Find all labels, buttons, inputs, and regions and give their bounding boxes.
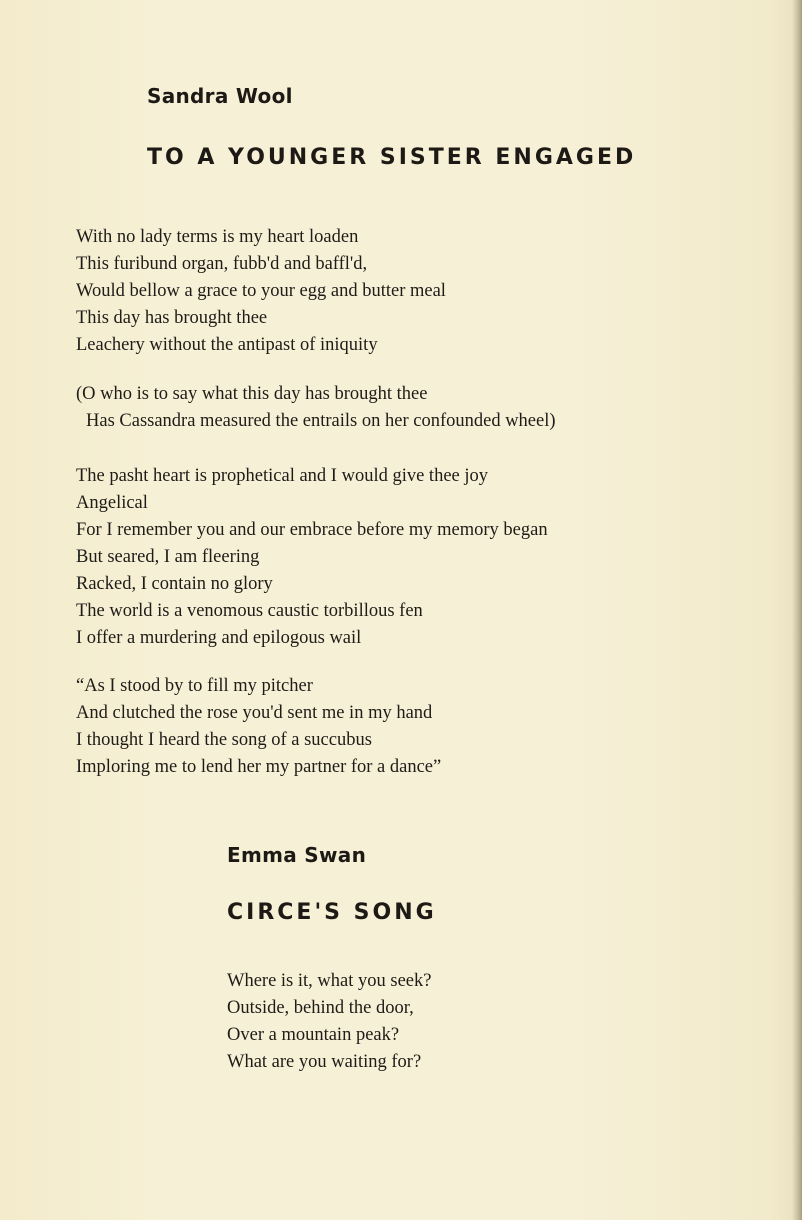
poem-body [227,968,431,1076]
poem-line: Racked, I contain no glory [76,574,273,594]
poem-line: Where is it, what you seek? [227,971,432,991]
poem-line: Outside, behind the door, [227,998,414,1018]
poem-line: For I remember you and our embrace before my memory began [76,520,548,540]
poem-line: Would bellow a grace to your egg and butter meal [76,281,446,301]
poem-line: Over a mountain peak? [227,1025,400,1045]
poem-line: And clutched the rose you'd sent me in my hand [76,703,433,723]
author-name: Emma Swan [227,843,367,867]
poem-body [76,224,446,359]
poem-line: “As I stood by to fill my pitcher [76,676,313,696]
poem-line: (O who is to say what this day has brought thee [76,384,428,404]
poem-line: The world is a venomous caustic torbillous fen [76,601,423,621]
poem-body [76,463,548,652]
stanza [76,673,441,781]
stanza [76,381,556,435]
poem-line: This day has brought thee [76,308,268,328]
poem-line: Has Cassandra measured the entrails on her confounded wheel) [86,411,556,431]
poem-body [76,673,441,781]
poem-line: I thought I heard the song of a succubus [76,730,372,750]
poem-line: The pasht heart is prophetical and I would give thee joy [76,466,489,486]
poem-line: Imploring me to lend her my partner for a dance” [76,757,442,777]
poem-line: What are you waiting for? [227,1052,422,1072]
poem-line: I offer a murdering and epilogous wail [76,628,362,648]
poem-line: Leachery without the antipast of iniquity [76,335,378,355]
poem-line: With no lady terms is my heart loaden [76,227,359,247]
page-edge [792,0,802,1220]
stanza [76,463,548,652]
poem-line: But seared, I am fleering [76,547,260,567]
author-name: Sandra Wool [147,84,293,108]
poem-line: Angelical [76,493,148,513]
stanza [227,968,431,1076]
poem-body [76,381,556,435]
poem-title: TO A YOUNGER SISTER ENGAGED [147,145,637,170]
poem-title: CIRCE'S SONG [227,900,437,925]
stanza [76,224,446,359]
poem-line: This furibund organ, fubb'd and baffl'd, [76,254,368,274]
